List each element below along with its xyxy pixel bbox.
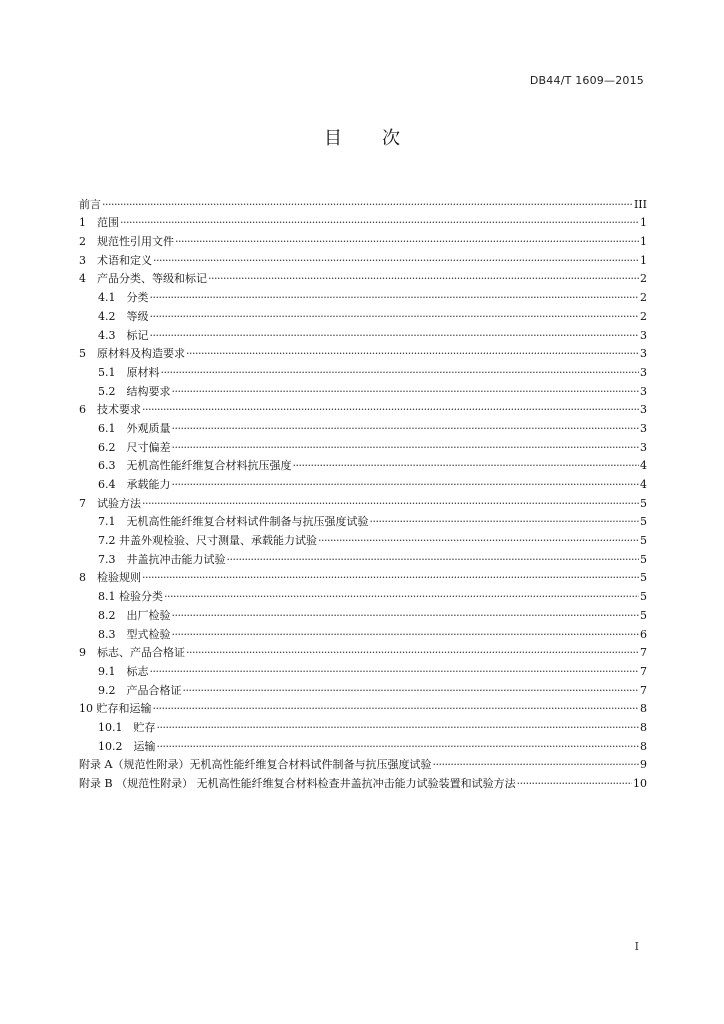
toc-entry-title: 10 贮存和运输 — [79, 702, 152, 716]
toc-entry[interactable] — [79, 642, 647, 661]
toc-entry[interactable] — [79, 193, 647, 212]
toc-entry-title: 8.3 型式检验 — [98, 627, 171, 641]
toc-entry-page: 7 — [640, 664, 647, 678]
document-code: DB44/T 1609—2015 — [529, 74, 644, 87]
toc-entry[interactable] — [79, 698, 647, 717]
toc-leader-dots — [150, 665, 640, 679]
toc-leader-dots — [150, 329, 640, 343]
toc-entry-page: 3 — [640, 365, 647, 379]
toc-entry[interactable] — [79, 604, 647, 623]
toc-leader-dots — [227, 553, 640, 567]
toc-entry-title: 7.2 井盖外观检验、尺寸测量、承载能力试验 — [98, 534, 317, 548]
toc-entry-page: 5 — [640, 590, 647, 604]
toc-entry[interactable] — [79, 473, 647, 492]
toc-leader-dots — [186, 646, 639, 660]
toc-entry-title: 9.2 产品合格证 — [98, 683, 182, 697]
toc-entry[interactable] — [79, 529, 647, 548]
toc-entry[interactable] — [79, 567, 647, 586]
toc-leader-dots — [142, 497, 639, 511]
toc-entry[interactable] — [79, 772, 647, 791]
toc-leader-dots — [172, 478, 640, 492]
toc-entry-title: 8 检验规则 — [79, 571, 141, 585]
toc-entry-page: 2 — [640, 272, 647, 286]
toc-entry[interactable] — [79, 716, 647, 735]
toc-entry-page: 8 — [640, 702, 647, 716]
toc-entry-page: 3 — [640, 347, 647, 361]
toc-entry-page: 1 — [640, 253, 647, 267]
toc-entry[interactable] — [79, 268, 647, 287]
toc-leader-dots — [186, 347, 639, 361]
toc-entry-title: 前言 — [79, 197, 101, 211]
toc-leader-dots — [150, 310, 640, 324]
toc-leader-dots — [172, 441, 640, 455]
toc-entry-title: 6.3 无机高性能纤维复合材料抗压强度 — [98, 459, 292, 473]
toc-entry[interactable] — [79, 230, 647, 249]
toc-entry-page: 3 — [640, 384, 647, 398]
toc-entry-title: 附录 B （规范性附录） 无机高性能纤维复合材料检查井盖抗冲击能力试验装置和试验方法 — [79, 777, 516, 790]
toc-entry-page: 5 — [640, 552, 647, 566]
toc-entry[interactable] — [79, 286, 647, 305]
toc-entry[interactable] — [79, 399, 647, 418]
toc-entry-title: 8.1 检验分类 — [98, 590, 163, 604]
toc-entry-page: 5 — [640, 515, 647, 529]
toc-entry-title: 4.2 等级 — [98, 309, 149, 323]
toc-entry-page: 7 — [640, 646, 647, 660]
toc-entry[interactable] — [79, 380, 647, 399]
toc-entry-title: 2 规范性引用文件 — [79, 235, 174, 249]
toc-entry-page: 3 — [640, 421, 647, 435]
toc-entry[interactable] — [79, 735, 647, 754]
toc-leader-dots — [175, 235, 639, 249]
toc-entry-page: 4 — [640, 478, 647, 491]
toc-leader-dots — [293, 459, 640, 473]
table-of-contents — [79, 193, 647, 791]
toc-leader-dots — [150, 291, 640, 305]
toc-entry[interactable] — [79, 548, 647, 567]
toc-entry-page: 5 — [640, 534, 647, 548]
page-title: 目次 — [324, 128, 440, 149]
toc-entry-title: 1 范围 — [79, 216, 119, 230]
toc-entry-page: 2 — [640, 291, 647, 305]
toc-entry-page: 8 — [640, 739, 647, 753]
toc-entry[interactable] — [79, 623, 647, 642]
toc-entry-title: 6.2 尺寸偏差 — [98, 440, 171, 454]
toc-entry-title: 附录 A（规范性附录）无机高性能纤维复合材料试件制备与抗压强度试验 — [79, 758, 432, 772]
toc-entry-page: 3 — [640, 403, 647, 417]
toc-leader-dots — [432, 758, 639, 772]
toc-entry[interactable] — [79, 679, 647, 698]
toc-entry-page: 6 — [640, 627, 647, 641]
toc-entry-page: 4 — [640, 459, 647, 473]
toc-entry-page: 3 — [640, 328, 647, 342]
toc-leader-dots — [157, 740, 640, 754]
toc-entry-page: 5 — [640, 496, 647, 510]
toc-leader-dots — [153, 254, 639, 268]
toc-entry-title: 6.1 外观质量 — [98, 421, 171, 435]
toc-entry-title: 4.1 分类 — [98, 291, 149, 305]
toc-entry-title: 7.3 井盖抗冲击能力试验 — [98, 552, 226, 566]
toc-entry[interactable] — [79, 660, 647, 679]
toc-leader-dots — [370, 515, 640, 529]
toc-leader-dots — [120, 216, 639, 230]
toc-entry[interactable] — [79, 754, 647, 773]
toc-entry-title: 7 试验方法 — [79, 496, 141, 510]
toc-leader-dots — [172, 609, 640, 623]
toc-entry[interactable] — [79, 585, 647, 604]
toc-entry-page: 8 — [640, 720, 647, 734]
toc-entry-title: 5.2 结构要求 — [98, 384, 171, 398]
toc-entry-title: 9.1 标志 — [98, 664, 149, 678]
toc-entry-page: 5 — [640, 608, 647, 622]
toc-entry[interactable] — [79, 305, 647, 324]
toc-entry-title: 10.2 运输 — [98, 739, 156, 753]
toc-leader-dots — [153, 702, 640, 716]
toc-entry-title: 6.4 承载能力 — [98, 478, 171, 491]
toc-leader-dots — [142, 571, 639, 585]
toc-entry-title: 5 原材料及构造要求 — [79, 347, 185, 361]
toc-entry[interactable] — [79, 249, 647, 268]
toc-entry-page: 1 — [640, 216, 647, 230]
toc-entry-title: 8.2 出厂检验 — [98, 608, 171, 622]
toc-entry-title: 4 产品分类、等级和标记 — [79, 272, 207, 286]
page-number: I — [634, 940, 639, 953]
toc-entry-page: III — [633, 197, 647, 211]
toc-entry-page: 5 — [640, 571, 647, 585]
toc-entry[interactable] — [79, 492, 647, 511]
toc-entry[interactable] — [79, 436, 647, 455]
toc-entry-title: 6 技术要求 — [79, 403, 141, 417]
toc-entry[interactable] — [79, 212, 647, 231]
toc-entry-title: 4.3 标记 — [98, 328, 149, 342]
toc-entry-title: 3 术语和定义 — [79, 253, 152, 267]
toc-leader-dots — [161, 366, 640, 380]
toc-leader-dots — [183, 684, 640, 698]
toc-entry-title: 7.1 无机高性能纤维复合材料试件制备与抗压强度试验 — [98, 515, 369, 529]
toc-entry-page: 2 — [640, 309, 647, 323]
toc-entry[interactable] — [79, 324, 647, 343]
toc-entry-title: 9 标志、产品合格证 — [79, 646, 185, 660]
toc-entry-page: 1 — [640, 235, 647, 249]
toc-entry-title: 5.1 原材料 — [98, 365, 160, 379]
toc-entry-title: 10.1 贮存 — [98, 720, 156, 734]
toc-entry-page: 7 — [640, 683, 647, 697]
toc-leader-dots — [164, 590, 639, 604]
toc-leader-dots — [157, 721, 640, 735]
toc-leader-dots — [172, 422, 640, 436]
toc-leader-dots — [517, 777, 632, 791]
toc-leader-dots — [102, 198, 633, 212]
toc-entry[interactable] — [79, 417, 647, 436]
toc-entry-page: 3 — [640, 440, 647, 454]
toc-entry[interactable] — [79, 455, 647, 474]
toc-entry-page: 10 — [633, 777, 647, 790]
toc-leader-dots — [208, 272, 639, 286]
toc-entry-page: 9 — [640, 758, 647, 772]
toc-leader-dots — [142, 403, 639, 417]
toc-entry[interactable] — [79, 361, 647, 380]
toc-entry[interactable] — [79, 343, 647, 362]
toc-entry[interactable] — [79, 511, 647, 530]
toc-leader-dots — [172, 385, 640, 399]
toc-leader-dots — [172, 628, 640, 642]
toc-leader-dots — [318, 534, 639, 548]
